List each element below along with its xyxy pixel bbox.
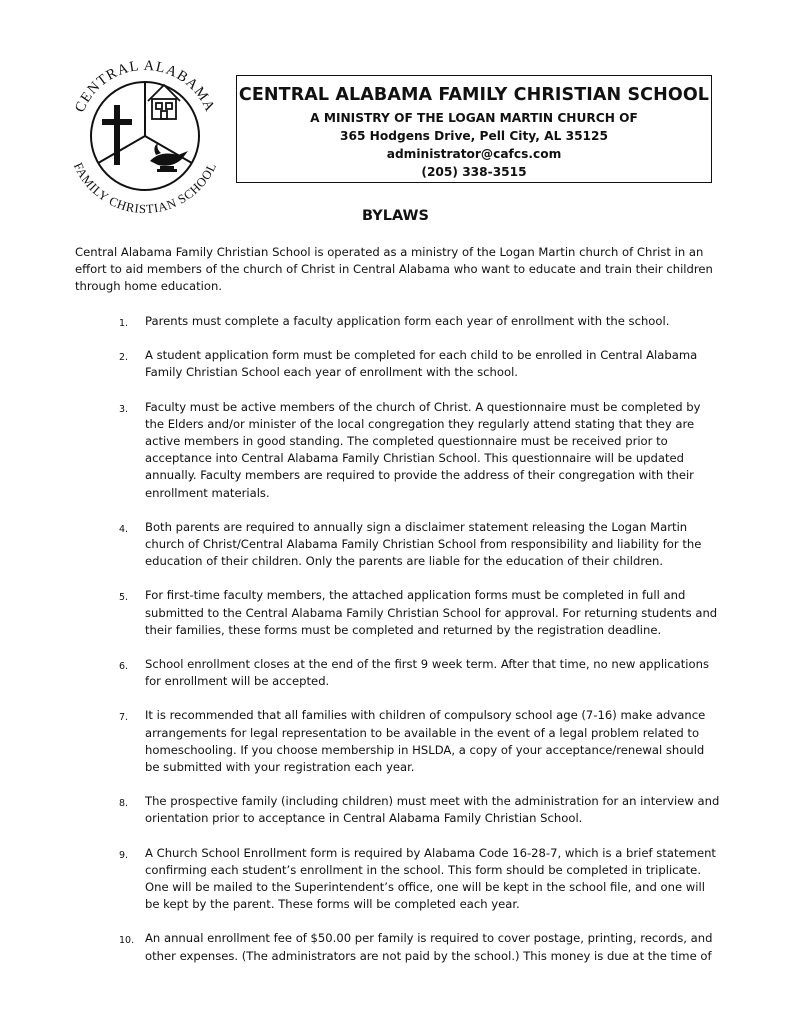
intro-paragraph: Central Alabama Family Christian School is operated as a ministry of the Logan Martin church of Christ in an effort to aid members of the church of Christ in Central Alabama who want to educate and train their children through home education. <box>75 245 713 294</box>
bylaw-text: Faculty must be active members of the church of Christ. A questionnaire must be completed by the Elders and/or minister of the local congregation they regularly attend stating that they are active members in good standing. The completed questionnaire must be received prior to acceptance into Central Alabama Family Christian School. This questionnaire will be updated annually. Faculty members are required to provide the address of their congregation with their enrollment materials. <box>145 399 701 500</box>
bylaw-number: 4. <box>119 523 129 535</box>
bylaw-text: An annual enrollment fee of $50.00 per family is required to cover postage, printing, records, and other expenses. (The administrators are not paid by the school.) This money is due at the time of <box>145 931 713 963</box>
bylaw-number: 8. <box>119 798 129 810</box>
address: 365 Hodgens Drive, Pell City, AL 35125 <box>340 129 608 143</box>
bylaw-number: 2. <box>119 352 129 364</box>
phone: (205) 338-3515 <box>421 165 527 179</box>
bylaw-item <box>0 793 791 827</box>
bylaw-number: 6. <box>119 661 129 673</box>
bylaw-text: The prospective family (including children) must meet with the administration for an interview and orientation prior to acceptance in Central Alabama Family Christian School. <box>145 794 720 826</box>
page-title: BYLAWS <box>361 208 429 224</box>
bylaw-number: 1. <box>119 318 129 329</box>
lamp-icon <box>150 143 188 172</box>
bylaw-text: A student application form must be completed for each child to be enrolled in Central Alabama Family Christian School each year of enrollment with the school. <box>145 348 698 380</box>
bylaw-item <box>0 313 791 330</box>
bylaw-number: 7. <box>119 712 129 724</box>
school-logo <box>64 55 226 217</box>
bylaw-number: 9. <box>119 849 129 861</box>
ministry-line: A MINISTRY OF THE LOGAN MARTIN CHURCH OF <box>310 111 638 125</box>
school-header <box>236 75 712 183</box>
logo-arc-top-text: CENTRAL ALABAMA <box>71 57 219 115</box>
bylaw-text: It is recommended that all families with children of compulsory school age (7-16) make advance arrangements for legal representation to be available in the event of a legal problem related to homeschooling. If you choose membership in HSLDA, a copy of your acceptance/renewal should be submitted with your registration each year. <box>145 708 706 775</box>
bylaw-item <box>0 656 791 690</box>
bylaw-item <box>0 399 791 502</box>
bylaw-item <box>0 707 791 776</box>
bylaw-number: 3. <box>119 403 129 415</box>
bylaw-text: School enrollment closes at the end of the first 9 week term. After that time, no new applications for enrollment will be accepted. <box>145 657 709 689</box>
bylaw-number: 10. <box>119 935 135 947</box>
school-name: CENTRAL ALABAMA FAMILY CHRISTIAN SCHOOL <box>238 85 710 105</box>
bylaw-number: 5. <box>119 592 129 604</box>
logo-arc-bottom-text: FAMILY CHRISTIAN SCHOOL <box>70 160 220 217</box>
bylaw-item <box>0 347 791 381</box>
bylaws-list <box>0 313 791 982</box>
bylaw-item <box>0 519 791 571</box>
cross-icon <box>102 105 132 165</box>
email: administrator@cafcs.com <box>386 147 562 161</box>
bylaw-text: For first-time faculty members, the attached application forms must be completed in full and submitted to the Central Alabama Family Christian School for approval. For returning students and their families, these forms must be completed and returned by the registration deadline. <box>145 588 718 637</box>
bylaw-item <box>0 587 791 639</box>
bylaw-text: A Church School Enrollment form is required by Alabama Code 16-28-7, which is a brief statement confirming each student’s enrollment in the school. This form should be completed in triplicate. One will be mailed to the Superintendent’s office, one will be kept in the school file, and one will be kept by the parent. These forms will be completed each year. <box>145 845 716 912</box>
bylaw-text: Both parents are required to annually sign a disclaimer statement releasing the Logan Martin church of Christ/Central Alabama Family Christian School from responsibility and liability for the education of their children. Only the parents are liable for the education of their children. <box>145 519 702 569</box>
bylaw-text: Parents must complete a faculty application form each year of enrollment with the school. <box>145 314 670 328</box>
bylaw-item <box>0 930 791 964</box>
bylaw-item <box>0 845 791 914</box>
